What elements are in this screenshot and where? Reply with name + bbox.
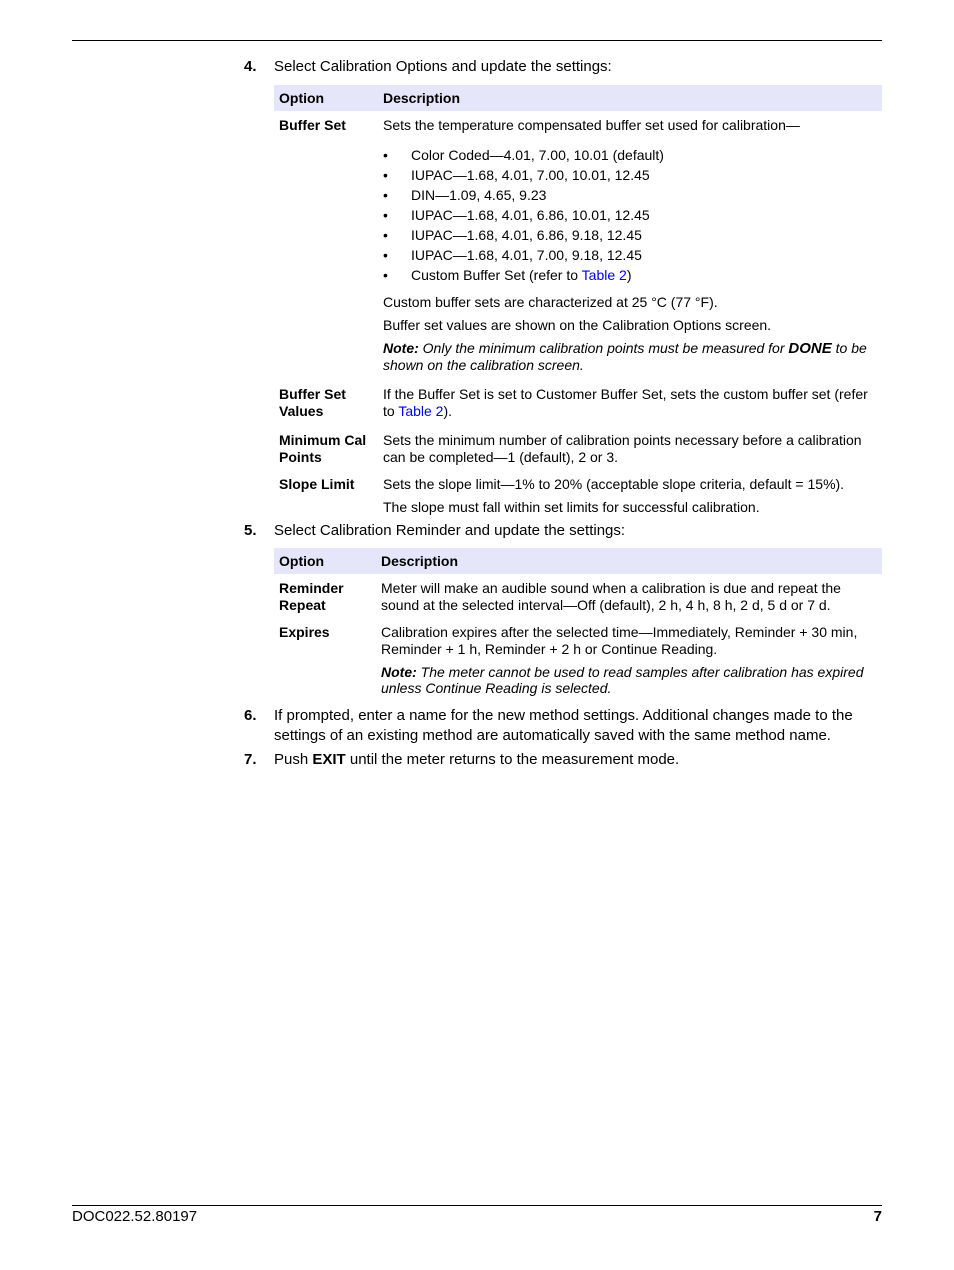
table-2-link[interactable]: Table 2 bbox=[398, 403, 444, 419]
calibration-options-table bbox=[274, 85, 882, 516]
table-row bbox=[274, 574, 882, 624]
footer-rule bbox=[72, 1205, 882, 1206]
page-number: 7 bbox=[873, 1208, 882, 1225]
table-row bbox=[274, 624, 882, 696]
option-expires: Expires bbox=[279, 624, 330, 640]
option-buffer-set-values: Buffer Set Values bbox=[279, 386, 346, 419]
table-row bbox=[274, 386, 882, 432]
buffer-set-intro: Sets the temperature compensated buffer set used for calibration— bbox=[383, 117, 800, 133]
column-header-option: Option bbox=[274, 548, 376, 574]
step-text: Select Calibration Reminder and update the settings: bbox=[274, 522, 626, 539]
header-rule bbox=[72, 40, 882, 41]
step-5 bbox=[244, 521, 884, 541]
buffer-set-para-2: Buffer set values are shown on the Calibration Options screen. bbox=[383, 317, 772, 333]
step-6 bbox=[244, 706, 884, 746]
step-4 bbox=[244, 57, 884, 77]
step-number: 4. bbox=[244, 58, 257, 75]
list-item: • IUPAC—1.68, 4.01, 7.00, 9.18, 12.45 bbox=[383, 247, 642, 263]
column-header-description: Description bbox=[378, 85, 882, 111]
step-7 bbox=[244, 750, 884, 770]
table-header-row bbox=[274, 85, 882, 111]
table-row bbox=[274, 432, 882, 476]
list-item: • IUPAC—1.68, 4.01, 6.86, 9.18, 12.45 bbox=[383, 227, 642, 243]
list-item: • Custom Buffer Set (refer to Table 2) bbox=[383, 267, 632, 283]
table-row bbox=[274, 476, 882, 516]
buffer-set-list bbox=[383, 145, 877, 285]
step-text: Select Calibration Options and update the settings: bbox=[274, 58, 612, 75]
column-header-option: Option bbox=[274, 85, 378, 111]
step-number: 6. bbox=[244, 707, 257, 724]
list-item: • Color Coded—4.01, 7.00, 10.01 (default) bbox=[383, 147, 664, 163]
step-text: Push EXIT until the meter returns to the measurement mode. bbox=[274, 751, 680, 768]
description-expires: Calibration expires after the selected time—Immediately, Reminder + 30 min, Reminder + 1 h, Reminder + 2 h or Continue Reading. Note: The meter cannot be used to read samples after calibration has expired unless Continue Reading is selected. bbox=[376, 624, 882, 696]
list-item: • IUPAC—1.68, 4.01, 6.86, 10.01, 12.45 bbox=[383, 207, 650, 223]
expires-note: Note: The meter cannot be used to read samples after calibration has expired unless Continue Reading is selected. bbox=[381, 664, 864, 696]
option-buffer-set: Buffer Set bbox=[279, 117, 346, 133]
table-2-link[interactable]: Table 2 bbox=[581, 267, 627, 283]
table-row bbox=[274, 111, 882, 386]
description-buffer-set-values: If the Buffer Set is set to Customer Buffer Set, sets the custom buffer set (refer to Table 2). bbox=[383, 386, 868, 419]
description-reminder-repeat: Meter will make an audible sound when a calibration is due and repeat the sound at the selected interval—Off (default), 2 h, 4 h, 8 h, 2 d, 5 d or 7 d. bbox=[381, 580, 841, 613]
list-item: • DIN—1.09, 4.65, 9.23 bbox=[383, 187, 547, 203]
buffer-set-para-1: Custom buffer sets are characterized at 25 °C (77 °F). bbox=[383, 294, 718, 310]
column-header-description: Description bbox=[376, 548, 882, 574]
step-number: 7. bbox=[244, 751, 257, 768]
option-minimum-cal-points: Minimum Cal Points bbox=[279, 432, 367, 465]
description-slope-limit: Sets the slope limit—1% to 20% (acceptable slope criteria, default = 15%). The slope must fall within set limits for successful calibration. bbox=[383, 476, 845, 515]
option-reminder-repeat: Reminder Repeat bbox=[279, 580, 344, 613]
description-minimum-cal-points: Sets the minimum number of calibration points necessary before a calibration can be completed—1 (default), 2 or 3. bbox=[383, 432, 862, 465]
list-item: • IUPAC—1.68, 4.01, 7.00, 10.01, 12.45 bbox=[383, 167, 650, 183]
calibration-reminder-table bbox=[274, 548, 882, 696]
document-id: DOC022.52.80197 bbox=[72, 1208, 198, 1225]
description-buffer-set bbox=[378, 111, 882, 386]
option-slope-limit: Slope Limit bbox=[279, 476, 355, 492]
buffer-set-note: Note: Only the minimum calibration points must be measured for DONE to be shown on the calibration screen. bbox=[383, 340, 867, 373]
step-number: 5. bbox=[244, 522, 257, 539]
step-text: If prompted, enter a name for the new method settings. Additional changes made to the settings of an existing method are automatically saved with the same method name. bbox=[274, 707, 853, 744]
table-header-row bbox=[274, 548, 882, 574]
